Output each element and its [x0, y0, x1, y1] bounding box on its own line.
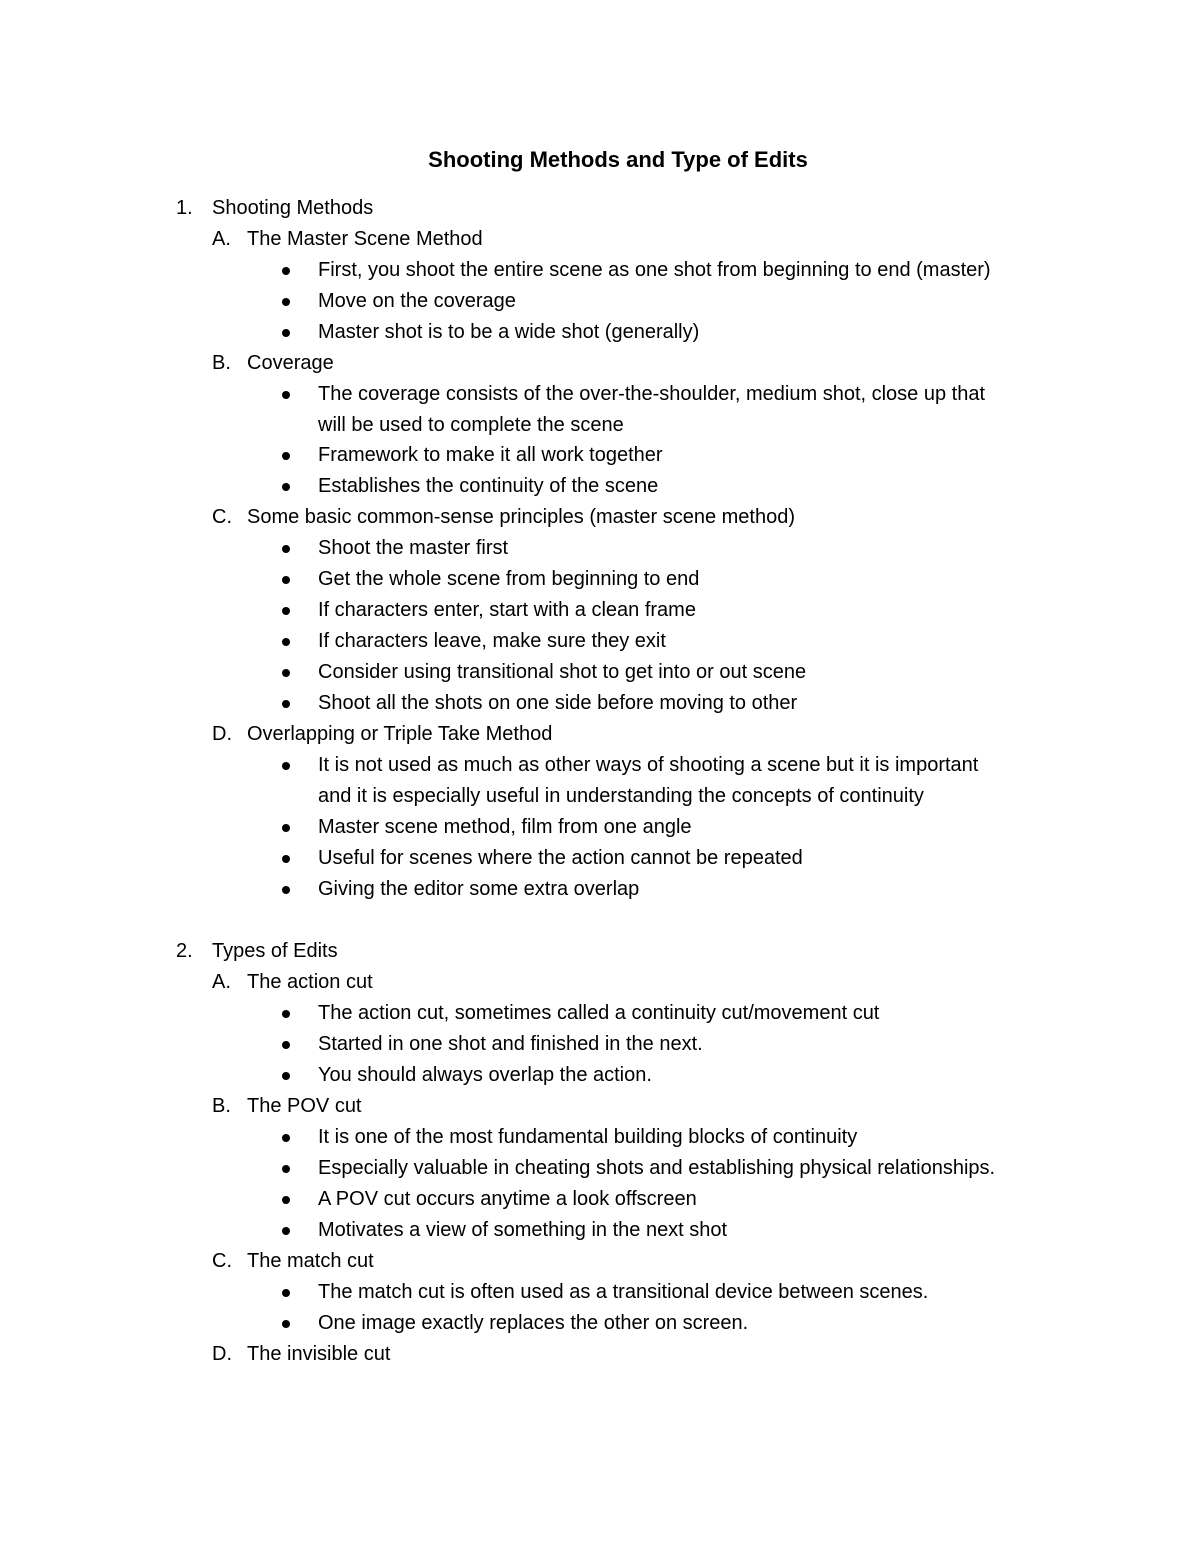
subsection-label: Some basic common-sense principles (master scene method)	[247, 506, 795, 528]
subsection-letter: A.	[212, 971, 231, 993]
bullet-dot	[282, 669, 290, 677]
bullet-dot	[282, 1320, 290, 1328]
bullet-text: You should always overlap the action.	[318, 1064, 652, 1086]
subsection-letter: A.	[212, 228, 231, 250]
subsection-label: Overlapping or Triple Take Method	[247, 723, 553, 745]
bullet-text: Master scene method, film from one angle	[318, 816, 692, 838]
bullet-dot	[282, 576, 290, 584]
subsection-label: The Master Scene Method	[247, 228, 483, 250]
bullet-dot	[282, 329, 290, 337]
subsection-letter: C.	[212, 506, 232, 528]
bullet-dot	[282, 1165, 290, 1173]
bullet-text: Move on the coverage	[318, 290, 516, 312]
bullet-dot	[282, 1289, 290, 1297]
bullet-text: First, you shoot the entire scene as one shot from beginning to end (master)	[318, 259, 991, 281]
subsection-label: The match cut	[247, 1250, 374, 1272]
bullet-text: A POV cut occurs anytime a look offscreen	[318, 1188, 697, 1210]
bullet-dot	[282, 545, 290, 553]
bullet-text: Establishes the continuity of the scene	[318, 475, 659, 497]
bullet-text: Framework to make it all work together	[318, 444, 663, 466]
bullet-text: If characters leave, make sure they exit	[318, 630, 666, 652]
bullet-text: Get the whole scene from beginning to end	[318, 568, 700, 590]
bullet-text: The match cut is often used as a transitional device between scenes.	[318, 1281, 929, 1303]
bullet-dot	[282, 855, 290, 863]
subsection-letter: B.	[212, 1095, 231, 1117]
subsection-letter: D.	[212, 723, 232, 745]
bullet-text: Motivates a view of something in the next shot	[318, 1219, 728, 1241]
subsection-label: The POV cut	[247, 1095, 362, 1117]
bullet-dot	[282, 391, 290, 399]
bullet-dot	[282, 1041, 290, 1049]
bullet-dot	[282, 483, 290, 491]
bullet-dot	[282, 1072, 290, 1080]
bullet-text: Shoot all the shots on one side before moving to other	[318, 692, 798, 714]
bullet-text: Master shot is to be a wide shot (generally)	[318, 321, 700, 343]
bullet-text: The coverage consists of the over-the-shoulder, medium shot, close up that	[318, 383, 986, 405]
section-number: 1.	[176, 197, 193, 219]
bullet-text: will be used to complete the scene	[318, 414, 624, 436]
bullet-dot	[282, 824, 290, 832]
bullet-dot	[282, 298, 290, 306]
subsection-label: The action cut	[247, 971, 373, 993]
bullet-dot	[282, 886, 290, 894]
bullet-text: Consider using transitional shot to get into or out scene	[318, 661, 807, 683]
bullet-text: Shoot the master first	[318, 537, 509, 559]
bullet-text: Giving the editor some extra overlap	[318, 878, 640, 900]
section-number: 2.	[176, 940, 193, 962]
bullet-dot	[282, 700, 290, 708]
bullet-text: It is not used as much as other ways of shooting a scene but it is important	[318, 754, 979, 776]
bullet-text: One image exactly replaces the other on screen.	[318, 1312, 749, 1334]
bullet-text: Especially valuable in cheating shots and establishing physical relationships.	[318, 1157, 996, 1179]
bullet-dot	[282, 1196, 290, 1204]
bullet-text: Useful for scenes where the action cannot be repeated	[318, 847, 803, 869]
subsection-letter: C.	[212, 1250, 232, 1272]
section-label: Shooting Methods	[212, 197, 374, 219]
subsection-label: The invisible cut	[247, 1343, 391, 1365]
bullet-dot	[282, 638, 290, 646]
bullet-dot	[282, 1010, 290, 1018]
subsection-label: Coverage	[247, 352, 334, 374]
bullet-dot	[282, 607, 290, 615]
subsection-letter: D.	[212, 1343, 232, 1365]
bullet-dot	[282, 452, 290, 460]
bullet-dot	[282, 1134, 290, 1142]
section-label: Types of Edits	[212, 940, 338, 962]
bullet-text: The action cut, sometimes called a continuity cut/movement cut	[318, 1002, 880, 1024]
bullet-dot	[282, 1227, 290, 1235]
bullet-text: and it is especially useful in understanding the concepts of continuity	[318, 785, 924, 807]
bullet-text: It is one of the most fundamental building blocks of continuity	[318, 1126, 858, 1148]
bullet-dot	[282, 267, 290, 275]
bullet-text: If characters enter, start with a clean frame	[318, 599, 696, 621]
bullet-dot	[282, 762, 290, 770]
page-title: Shooting Methods and Type of Edits	[428, 147, 808, 172]
subsection-letter: B.	[212, 352, 231, 374]
bullet-text: Started in one shot and finished in the next.	[318, 1033, 703, 1055]
